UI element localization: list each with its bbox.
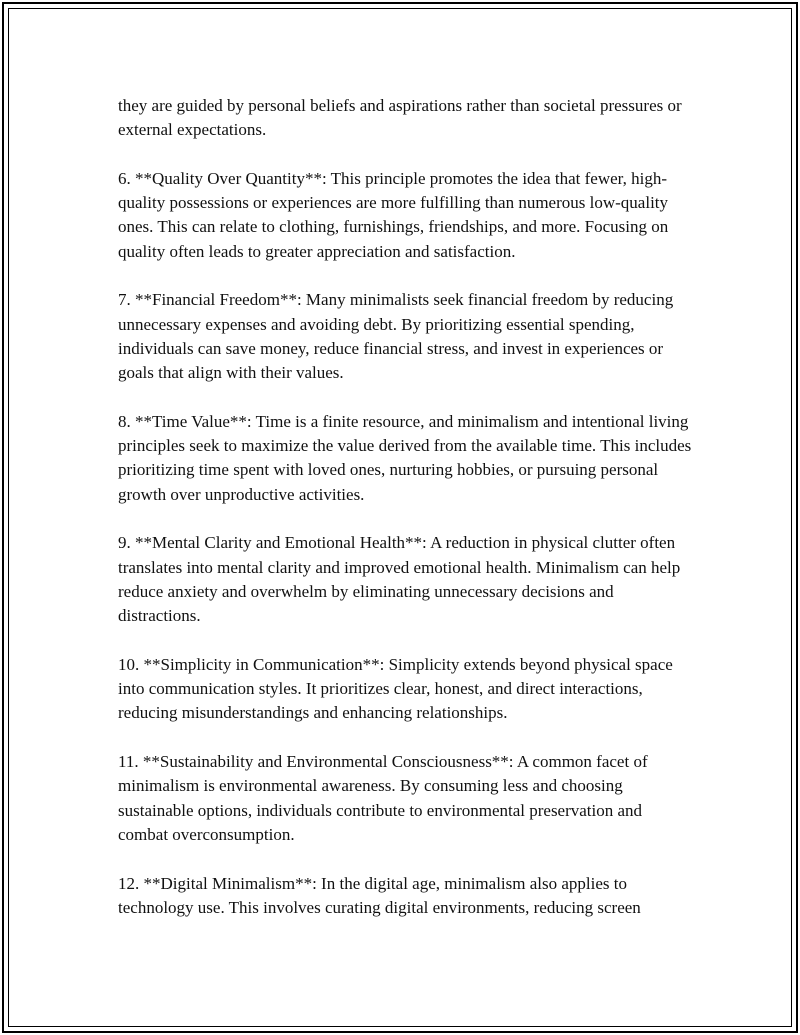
paragraph-quality-over-quantity: 6. **Quality Over Quantity**: This principle promotes the idea that fewer, high-quality possessions or experiences are more fulfilling than numerous low-quality ones. This can relate to clothing, furnishings, friendships, and more. Focusing on quality often leads to greater appreciation and satisfaction. [118, 168, 669, 261]
paragraph-continuation: they are guided by personal beliefs and aspirations rather than societal pressures or external expectations. [118, 96, 682, 140]
paragraph-mental-clarity: 9. **Mental Clarity and Emotional Health**: A reduction in physical clutter often translates into mental clarity and improved emotional health. Minimalism can help reduce anxiety and overwhelm by eliminating unnecessary decisions and distractions. [118, 533, 681, 626]
document-body [118, 94, 693, 944]
paragraph-sustainability: 11. **Sustainability and Environmental Consciousness**: A common facet of minimalism is environmental awareness. By consuming less and choosing sustainable options, individuals contribute to environmental preservation and combat overconsumption. [118, 752, 648, 844]
paragraph-simplicity-communication: 10. **Simplicity in Communication**: Simplicity extends beyond physical space into communication styles. It prioritizes clear, honest, and direct interactions, reducing misunderstandings and enhancing relationships. [118, 654, 673, 723]
paragraph-financial-freedom: 7. **Financial Freedom**: Many minimalists seek financial freedom by reducing unnecessary expenses and avoiding debt. By prioritizing essential spending, individuals can save money, reduce financial stress, and invest in experiences or goals that align with their values. [118, 290, 674, 383]
paragraph-digital-minimalism: 12. **Digital Minimalism**: In the digital age, minimalism also applies to technology use. This involves curating digital environments, reducing screen [118, 873, 641, 917]
paragraph-time-value: 8. **Time Value**: Time is a finite resource, and minimalism and intentional living principles seek to maximize the value derived from the available time. This includes prioritizing time spent with loved ones, nurturing hobbies, or pursuing personal growth over unproductive activities. [118, 411, 692, 504]
